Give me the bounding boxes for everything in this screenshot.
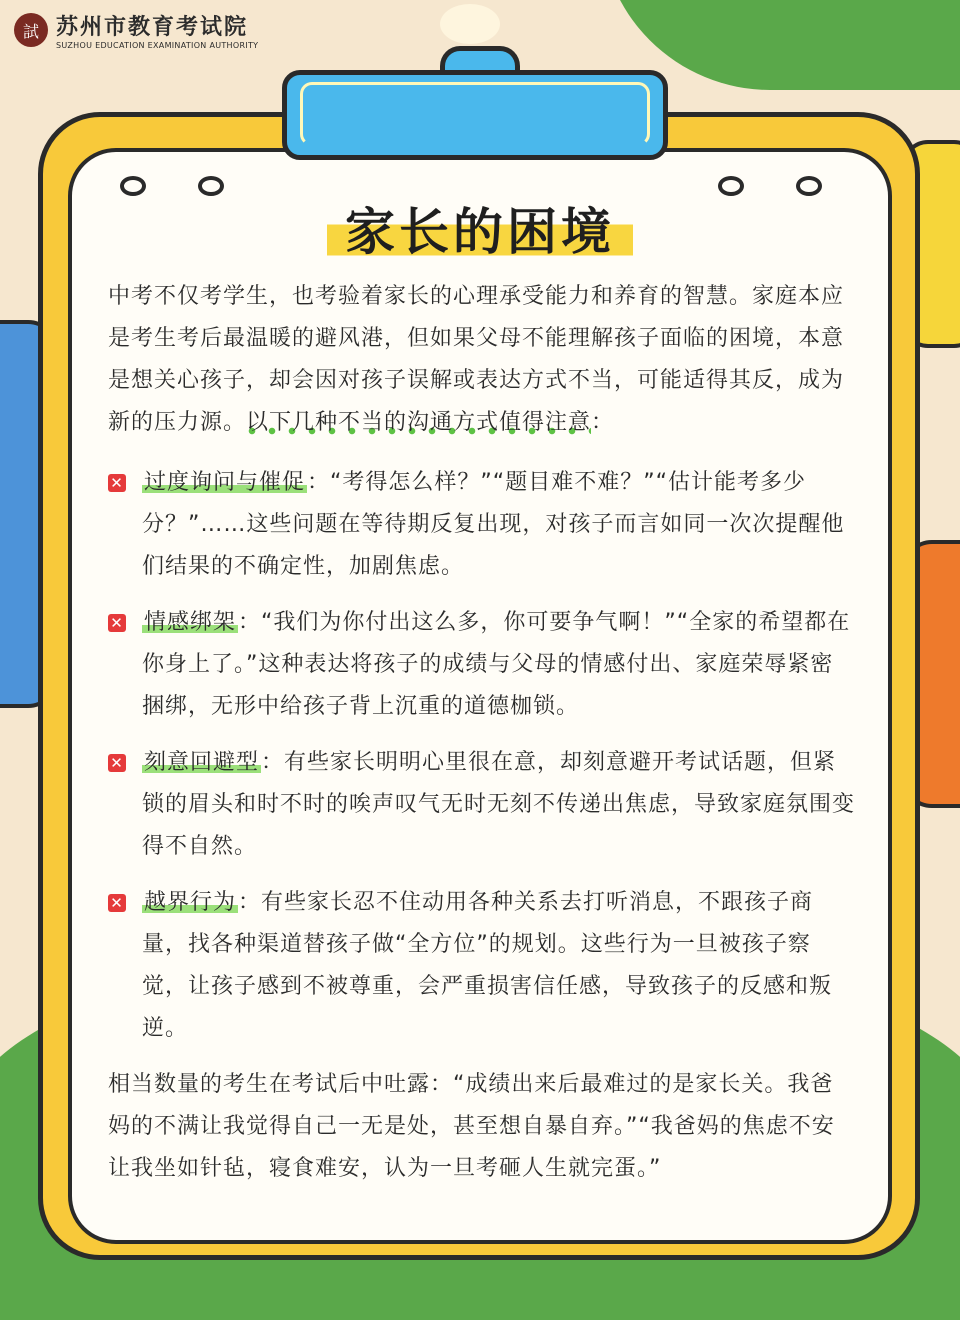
logo-seal-icon: 試 <box>14 13 48 47</box>
item-body: ：“我们为你付出这么多，你可要争气啊！”“全家的希望都在你身上了。”这种表达将孩子的成绩与父母的情感付出、家庭荣辱紧密捆绑，无形中给孩子背上沉重的道德枷锁。 <box>142 610 851 719</box>
item-heading: 刻意回避型 <box>144 750 260 775</box>
item-heading: 越界行为 <box>144 890 237 915</box>
list-item <box>108 742 856 868</box>
red-x-icon: ✕ <box>108 474 126 492</box>
intro-emphasis: 以下几种不当的沟通方式值得注意 <box>246 410 592 435</box>
item-body: ：“考得怎么样？”“题目难不难？”“估计能考多少分？”……这些问题在等待期反复出现，对孩子而言如同一次次提醒他们结果的不确定性，加剧焦虑。 <box>142 470 845 579</box>
red-x-icon: ✕ <box>108 894 126 912</box>
closing-paragraph: 相当数量的考生在考试后中吐露：“成绩出来后最难过的是家长关。我爸妈的不满让我觉得自己一无是处，甚至想自暴自弃。”“我爸妈的焦虑不安让我坐如针毡，寝食难安，认为一旦考砸人生就完蛋。” <box>108 1072 835 1181</box>
item-heading: 情感绑架 <box>144 610 237 635</box>
item-body: ：有些家长忍不住动用各种关系去打听消息，不跟孩子商量，找各种渠道替孩子做“全方位”的规划。这些行为一旦被孩子察觉，让孩子感到不被尊重，会严重损害信任感，导致孩子的反感和叛逆。 <box>142 890 833 1041</box>
logo-name-cn: 苏州市教育考试院 <box>56 14 249 40</box>
red-x-icon: ✕ <box>108 754 126 772</box>
clip-highlight <box>300 82 650 146</box>
title-wrapper <box>0 192 960 264</box>
item-heading: 过度询问与催促 <box>144 470 306 495</box>
list-item <box>108 602 856 728</box>
intro-tail: ： <box>591 410 615 435</box>
page-title: 家长的困境 <box>327 192 633 264</box>
intro-text: 中考不仅考学生，也考验着家长的心理承受能力和养育的智慧。家庭本应是考生考后最温暖的避风港，但如果父母不能理解孩子面临的困境，本意是想关心孩子，却会因对孩子误解或表达方式不当，可能适得其反，成为新的压力源。 <box>108 284 845 435</box>
logo-name-en: SUZHOU EDUCATION EXAMINATION AUTHORITY <box>56 41 259 50</box>
authority-logo <box>14 10 258 50</box>
logo-text <box>56 10 258 50</box>
article-content <box>108 276 856 1190</box>
red-x-icon: ✕ <box>108 614 126 632</box>
list-item <box>108 462 856 588</box>
background-light-blob <box>440 4 500 44</box>
item-body: ：有些家长明明心里很在意，却刻意避开考试话题，但紧锁的眉头和时不时的唉声叹气无时无刻不传递出焦虑，导致家庭氛围变得不自然。 <box>142 750 856 859</box>
list-item <box>108 882 856 1050</box>
intro-paragraph <box>108 276 856 444</box>
